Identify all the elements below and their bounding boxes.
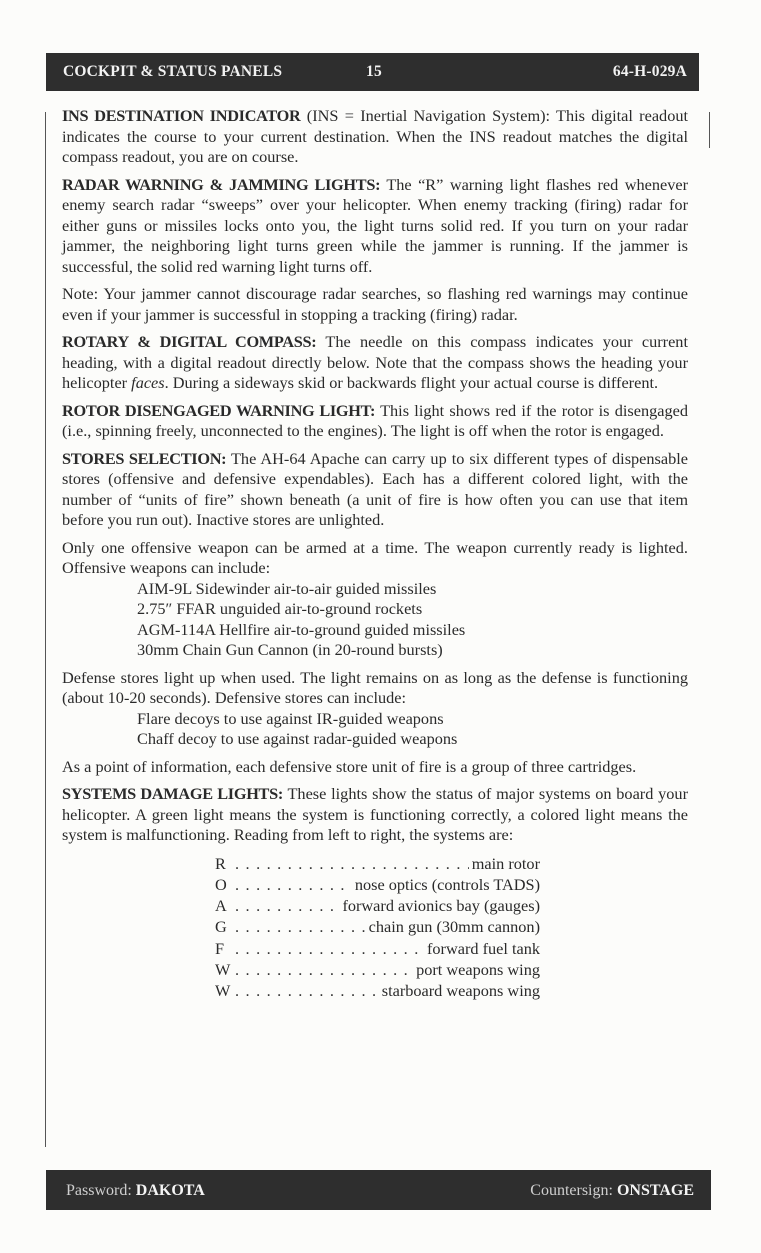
ins-text: (INS = Inertial Navigation System): This digital readout indicates the course to your current destination. When the INS readout matches the digital compass readout, you are on course.	[62, 106, 689, 166]
damage-paragraph	[62, 784, 688, 846]
compass-heading: ROTARY & DIGITAL COMPASS:	[62, 332, 317, 351]
system-row	[215, 916, 540, 937]
ins-paragraph	[62, 106, 688, 168]
section-title: COCKPIT & STATUS PANELS	[63, 63, 283, 80]
countersign-label: Countersign:	[530, 1182, 617, 1199]
system-key: F	[215, 938, 225, 958]
system-name: chain gun (30mm cannon)	[368, 917, 540, 937]
system-row	[215, 959, 540, 980]
damage-text: These lights show the status of major systems on board your helicopter. A green light means the system is functioning correctly, a colored light means the system is malfunctioning. Reading from left to right, the systems are:	[62, 784, 688, 844]
radar-text: The “R” warning light flashes red whenever enemy search radar “sweeps” over your helicopter. When enemy tracking (firing) radar for either guns or missiles locks onto you, the light turns solid red. If you turn on your radar jammer, the neighboring light turns green while the jammer is running. If the jammer is successful, the solid red warning light turns off.	[62, 174, 689, 276]
right-margin-rule	[709, 112, 710, 148]
password	[66, 1182, 205, 1200]
systems-list	[215, 853, 540, 1002]
damage-heading: SYSTEMS DAMAGE LIGHTS:	[62, 784, 283, 803]
system-key: G	[215, 917, 227, 937]
system-key: W	[215, 981, 231, 1001]
rotor-heading: ROTOR DISENGAGED WARNING LIGHT:	[62, 400, 376, 420]
rotor-text: This light shows red if the rotor is disengaged (i.e., spinning freely, unconnected to the engines). The light is off when the rotor is engaged.	[62, 400, 688, 440]
compass-paragraph	[62, 332, 688, 394]
system-row	[215, 980, 540, 1001]
system-name: nose optics (controls TADS)	[354, 874, 540, 894]
system-name: forward avionics bay (gauges)	[342, 896, 540, 916]
defensive-item: Flare decoys to use against IR-guided weapons	[137, 708, 444, 728]
system-name: main rotor	[471, 853, 540, 873]
system-row	[215, 853, 540, 874]
system-name: forward fuel tank	[426, 938, 540, 958]
offensive-item: 2.75″ FFAR unguided air-to-ground rockets	[137, 599, 423, 618]
jammer-note: Note: Your jammer cannot discourage radar searches, so flashing red warnings may continue even if your jammer is successful in stopping a tracking (firing) radar.	[62, 284, 688, 324]
offensive-item: 30mm Chain Gun Cannon (in 20-round bursts)	[137, 640, 443, 659]
system-row	[215, 938, 540, 959]
page-number: 15	[366, 63, 382, 80]
offensive-item: AIM-9L Sidewinder air-to-air guided missiles	[137, 578, 437, 598]
stores-text: The AH-64 Apache can carry up to six different types of dispensable stores (offensive and defensive expendables). Each has a different colored light, with the number of “units of fire” shown beneath (a unit of fire is how often you can use that item before you run out). Inactive stores are unlighted.	[62, 448, 688, 529]
offensive-item: AGM-114A Hellfire air-to-ground guided missiles	[137, 619, 466, 639]
ins-heading: INS DESTINATION INDICATOR	[62, 106, 301, 125]
compass-emphasis: faces	[131, 373, 165, 392]
system-row	[215, 874, 540, 895]
system-key: R	[215, 853, 226, 873]
compass-text-after: . During a sideways skid or backwards flight your actual course is different.	[164, 373, 659, 392]
countersign	[530, 1182, 694, 1200]
system-row	[215, 895, 540, 916]
rotor-paragraph	[62, 401, 688, 442]
defensive-intro: Defense stores light up when used. The light remains on as long as the defense is functioning (about 10-20 seconds). Defensive stores can include:	[62, 667, 688, 707]
password-value: DAKOTA	[135, 1182, 205, 1199]
info-paragraph: As a point of information, each defensive store unit of fire is a group of three cartridges.	[62, 756, 637, 776]
radar-heading: RADAR WARNING & JAMMING LIGHTS:	[62, 174, 381, 194]
system-key: A	[215, 896, 227, 916]
page-body	[62, 106, 688, 1002]
system-name: starboard weapons wing	[381, 981, 540, 1001]
compass-text-before: The needle on this compass indicates your current heading, with a digital readout directly below. Note that the compass shows the heading your helicopter	[62, 332, 688, 392]
stores-heading: STORES SELECTION:	[62, 448, 227, 468]
system-key: W	[215, 959, 231, 979]
radar-paragraph	[62, 175, 688, 278]
offensive-intro: Only one offensive weapon can be armed at a time. The weapon currently ready is lighted. Offensive weapons can include:	[62, 537, 688, 577]
password-label: Password:	[66, 1182, 136, 1199]
page-footer	[46, 1170, 711, 1210]
stores-paragraph	[62, 449, 688, 531]
system-name: port weapons wing	[416, 959, 540, 979]
page-header	[46, 53, 699, 91]
left-margin-rule	[45, 112, 46, 1147]
countersign-value: ONSTAGE	[616, 1182, 694, 1199]
defensive-item: Chaff decoy to use against radar-guided weapons	[137, 729, 458, 748]
document-code: 64-H-029A	[612, 63, 687, 80]
system-key: O	[215, 874, 227, 894]
